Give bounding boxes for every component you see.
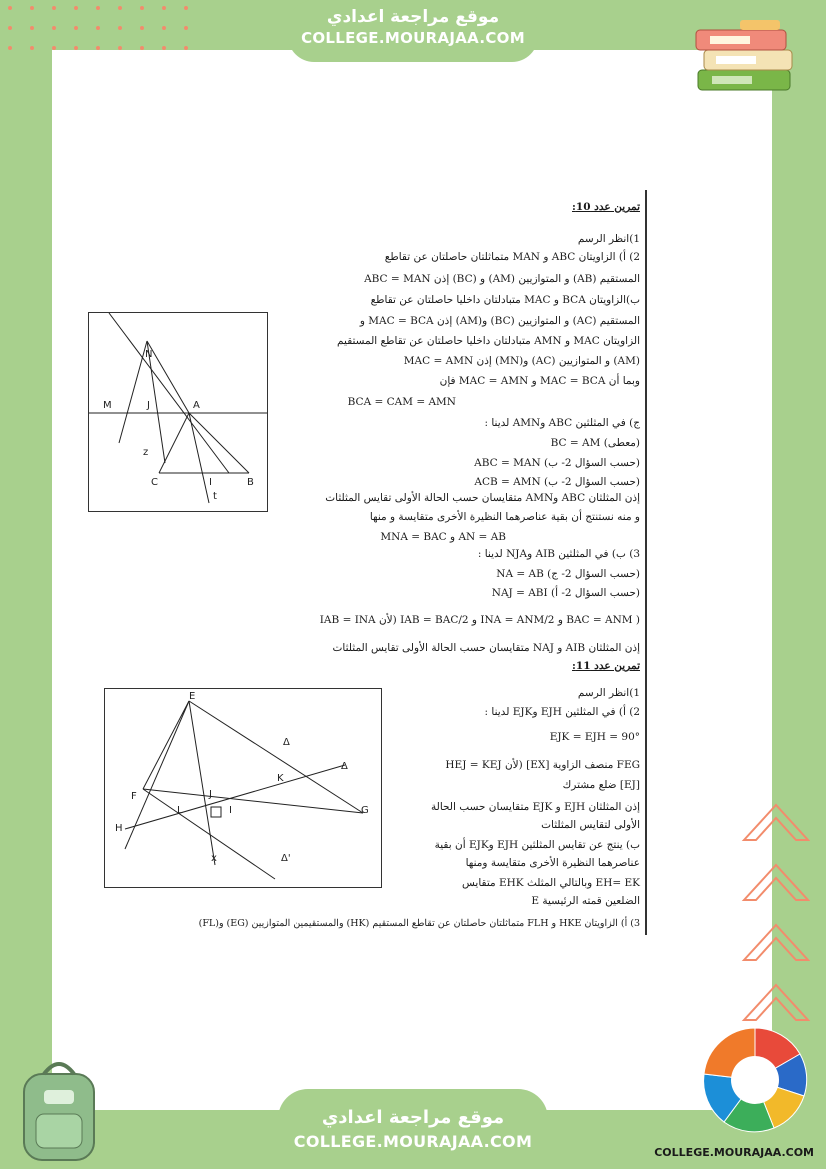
ex10-line-4: ب)الزاويتان BCA و MAC متبادلتان داخليا حاصلتان عن تقاطع bbox=[370, 294, 640, 306]
fig2-label-5: J bbox=[209, 789, 212, 800]
fig1-line-ab bbox=[189, 413, 249, 473]
ex10-line-10: ج) في المثلثين ABC وAMN لدينا : bbox=[484, 417, 640, 429]
site-logo-icon bbox=[694, 1024, 816, 1136]
ex10-line-9: BCA = CAM = AMN bbox=[347, 396, 456, 408]
figure1-svg bbox=[89, 313, 267, 511]
ex10-line-19: (حسب السؤال 2- أ) NAJ = ABI bbox=[491, 587, 640, 599]
fig1-label-7: B bbox=[247, 477, 254, 488]
fig2-label-3: Δ bbox=[341, 761, 348, 772]
fig2-label-8: G bbox=[361, 805, 369, 816]
ex10-line-8: وبما أن MAC = BCA و MAC = AMN فإن bbox=[439, 375, 640, 387]
fig2-right-angle bbox=[211, 807, 221, 817]
footer-banner[interactable] bbox=[278, 1089, 548, 1169]
figure-exercise10 bbox=[88, 312, 268, 512]
ex11-line-12: 3) أ) الزاويتان HKE و FLH متماثلتان حاصلتان عن تقاطع المستقيم (HK) والمستقيمين المتوازيين (EG) و(FL) bbox=[198, 918, 640, 929]
figure-exercise11 bbox=[104, 688, 382, 888]
ex11-line-5: [EJ] ضلع مشترك bbox=[562, 779, 640, 791]
ex10-line-21: إذن المثلثان AIB و NAJ متقايسان حسب الحالة الأولى تقايس المثلثات bbox=[332, 642, 640, 654]
ex11-line-3: EJK = EJH = 90° bbox=[549, 731, 640, 743]
fig1-label-2: J bbox=[147, 400, 150, 411]
backpack-icon bbox=[14, 1054, 106, 1164]
fig2-line-hk bbox=[125, 765, 345, 829]
fig1-label-4: z bbox=[143, 447, 149, 458]
fig2-line-eg bbox=[189, 701, 363, 813]
header-site-url[interactable]: COLLEGE.MOURAJAA.COM bbox=[301, 29, 525, 47]
fig2-label-6: L bbox=[177, 805, 183, 816]
ex10-line-15: و منه نستنتج أن بقية عناصرهما النظيرة الأخرى متقايسة و منها bbox=[369, 511, 640, 523]
ex10-line-7: (AM) و المتوازيين (AC) و(MN) إذن MAC = AMN bbox=[403, 355, 640, 367]
books-icon bbox=[690, 12, 800, 97]
ex11-line-11: الضلعين قمته الرئيسية E bbox=[531, 895, 640, 907]
fig1-line-nz bbox=[119, 341, 147, 443]
fig2-line-fg bbox=[143, 789, 363, 813]
ex10-line-1: 1)انظر الرسم bbox=[577, 233, 640, 245]
fig2-line-ef bbox=[143, 701, 189, 789]
ex10-line-20: ( BAC = ANM و INA = ANM/2 و IAB = BAC/2 (لأن IAB = INA bbox=[319, 614, 640, 626]
ex11-line-1: 1)انظر الرسم bbox=[577, 687, 640, 699]
ex10-line-13: (حسب السؤال 2- ب) ACB = AMN bbox=[474, 476, 640, 488]
header-site-name: موقع مراجعة اعدادي bbox=[326, 7, 500, 27]
ex11-line-4: FEG منصف الزاوية [EX] (لأن HEJ = KEJ bbox=[445, 759, 640, 771]
fig1-line-at bbox=[189, 413, 209, 503]
ex10-line-11: (معطى) BC = AM bbox=[550, 437, 640, 449]
ex10-line-12: (حسب السؤال 2- ب) ABC = MAN bbox=[474, 457, 640, 469]
fig2-line-fdelta bbox=[143, 789, 275, 879]
ex10-line-5: المستقيم (AC) و المتوازيين (BC) و(AM) إذن MAC = BCA و bbox=[359, 315, 640, 327]
footer-logo-url[interactable]: COLLEGE.MOURAJAA.COM bbox=[654, 1146, 814, 1159]
ex10-line-18: (حسب السؤال 2- ج) NA = AB bbox=[496, 568, 640, 580]
fig2-label-4: F bbox=[131, 791, 137, 802]
fig1-line-na bbox=[147, 341, 189, 413]
ex10-line-6: الزاويتان MAC و AMN متبادلتان داخليا حاصلتان عن تقاطع المستقيم bbox=[337, 335, 640, 347]
ex10-line-16: AN = AB و MNA = BAC bbox=[380, 531, 506, 543]
fig1-label-5: C bbox=[151, 477, 158, 488]
fig2-line-ex bbox=[189, 701, 215, 865]
ex11-line-9: عناصرهما النظيرة الأخرى متقايسة ومنها bbox=[465, 857, 640, 869]
fig1-label-0: N bbox=[145, 349, 153, 360]
fig1-line-nc bbox=[109, 313, 229, 473]
ex11-line-6: إذن المثلثان EJH و EJK متقايسان حسب الحالة bbox=[431, 801, 640, 813]
fig1-label-1: M bbox=[103, 400, 112, 411]
exercise10-title: تمرين عدد 10: bbox=[572, 201, 640, 213]
fig1-label-3: A bbox=[193, 400, 200, 411]
ex11-line-2: 2) أ) في المثلثين EJH وEJK لدينا : bbox=[484, 706, 640, 718]
fig1-label-6: I bbox=[209, 477, 212, 488]
fig2-label-10: x bbox=[211, 853, 217, 864]
fig2-label-11: Δ' bbox=[281, 853, 291, 864]
fig1-label-8: t bbox=[213, 491, 217, 502]
figure2-svg bbox=[105, 689, 381, 887]
ex11-line-8: ب) ينتج عن تقايس المثلثين EJH وEJK أن بقية bbox=[434, 839, 640, 851]
header-banner[interactable] bbox=[288, 0, 538, 62]
exercise11-title: تمرين عدد 11: bbox=[572, 660, 640, 672]
margin-line bbox=[645, 190, 647, 935]
decorative-dots bbox=[2, 2, 202, 52]
fig2-label-2: K bbox=[277, 773, 284, 784]
ex10-line-14: إذن المثلثان ABC وAMN متقايسان حسب الحالة الأولى تقايس المثلثات bbox=[325, 492, 640, 504]
fig2-label-7: I bbox=[229, 805, 232, 816]
fig2-label-1: Δ bbox=[283, 737, 290, 748]
ex11-line-7: الأولى لتقايس المثلثات bbox=[541, 819, 640, 831]
footer-site-name: موقع مراجعة اعدادي bbox=[321, 1107, 505, 1128]
ex11-line-10: EH= EK وبالتالي المثلث EHK متقايس bbox=[462, 877, 640, 889]
ex10-line-2: 2) أ) الزاويتان ABC و MAN متماثلتان حاصلتان عن تقاطع bbox=[384, 251, 640, 263]
fig1-line-ac bbox=[159, 413, 189, 473]
fig2-line-eh bbox=[125, 701, 189, 849]
chevron-up-icon bbox=[736, 790, 816, 1040]
ex10-line-3: المستقيم (AB) و المتوازيين (AM) و (BC) إذن ABC = MAN bbox=[364, 273, 640, 285]
fig2-label-0: E bbox=[189, 691, 196, 702]
ex10-line-17: 3) ب) في المثلثين AIB وNJA لدينا : bbox=[477, 548, 640, 560]
fig2-label-9: H bbox=[115, 823, 123, 834]
footer-site-url[interactable]: COLLEGE.MOURAJAA.COM bbox=[293, 1132, 533, 1151]
